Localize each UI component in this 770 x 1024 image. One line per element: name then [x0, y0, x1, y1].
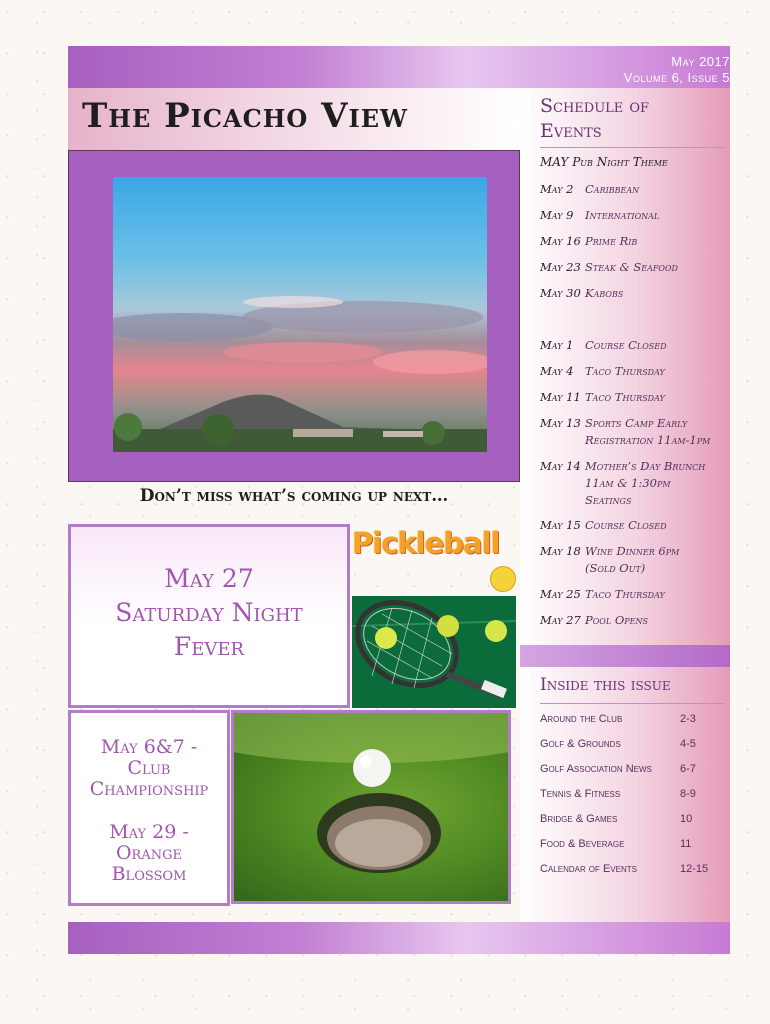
schedule-date: May 14	[540, 459, 581, 473]
schedule-row	[540, 613, 726, 627]
schedule-date: May 25	[540, 587, 581, 601]
schedule-event: Prime Rib	[585, 234, 638, 248]
schedule-row	[540, 390, 726, 404]
schedule-date: May 23	[540, 260, 581, 274]
feature-event-title-line2: Fever	[173, 632, 245, 661]
feature-event-date: May 27	[164, 564, 254, 593]
schedule-row	[540, 364, 726, 378]
schedule-date: May 4	[540, 364, 574, 378]
schedule-row	[540, 208, 726, 222]
toc-page: 2-3	[680, 713, 696, 725]
schedule-date: May 18	[540, 544, 581, 558]
schedule-row	[540, 544, 726, 558]
pub-night-theme-heading: MAY Pub Night Theme	[540, 155, 668, 169]
schedule-event-detail: 11am & 1:30pm	[585, 476, 671, 490]
schedule-event: Taco Thursday	[585, 587, 665, 601]
schedule-date: May 30	[540, 286, 581, 300]
toc-label: Food & Beverage	[540, 838, 625, 850]
mountain-sunset-photo	[113, 177, 487, 452]
championship-date: May 6&7 -	[100, 736, 198, 758]
schedule-date: May 15	[540, 518, 581, 532]
orange-blossom-date: May 29 -	[109, 821, 189, 843]
schedule-divider	[540, 147, 724, 148]
toc-page: 6-7	[680, 763, 696, 775]
schedule-row	[540, 338, 726, 352]
schedule-event: Course Closed	[585, 518, 667, 532]
schedule-title-line2: Events	[540, 120, 602, 142]
schedule-date: May 27	[540, 613, 581, 627]
schedule-event: Pool Opens	[585, 613, 648, 627]
issue-date: May 2017	[671, 54, 730, 69]
toc-page: 12-15	[680, 863, 709, 875]
schedule-title-line1: Schedule of	[540, 95, 650, 117]
schedule-event: Taco Thursday	[585, 390, 665, 404]
page-title: The Picacho View	[82, 96, 408, 136]
schedule-row	[540, 459, 726, 473]
schedule-row	[540, 587, 726, 601]
championship-line2: Club	[127, 757, 171, 779]
schedule-event: Sports Camp Early	[585, 416, 688, 430]
inside-title: Inside this issue	[540, 675, 671, 695]
footer-band	[68, 922, 730, 954]
schedule-event-detail: Registration 11am-1pm	[585, 433, 711, 447]
schedule-event: Taco Thursday	[585, 364, 665, 378]
schedule-event: Kabobs	[585, 286, 624, 300]
orange-blossom-line3: Blossom	[111, 863, 187, 885]
schedule-date: May 9	[540, 208, 574, 222]
schedule-date: May 1	[540, 338, 574, 352]
schedule-event: International	[585, 208, 660, 222]
schedule-event-detail: (Sold Out)	[585, 561, 646, 575]
schedule-event: Course Closed	[585, 338, 667, 352]
schedule-row	[540, 286, 726, 300]
schedule-date: May 13	[540, 416, 581, 430]
hero-caption: Don’t miss what’s coming up next…	[139, 486, 449, 506]
championship-line3: Championship	[89, 778, 209, 800]
schedule-event: Mother’s Day Brunch	[585, 459, 706, 473]
schedule-event: Steak & Seafood	[585, 260, 678, 274]
schedule-title	[540, 94, 720, 144]
pickleball-title: Pickleball	[352, 526, 500, 560]
schedule-date: May 16	[540, 234, 581, 248]
toc-page: 4-5	[680, 738, 696, 750]
feature-event-title-line1: Saturday Night	[115, 598, 303, 627]
toc-label: Golf Association News	[540, 763, 652, 775]
orange-blossom-line2: Orange	[115, 842, 182, 864]
schedule-date: May 2	[540, 182, 574, 196]
toc-page: 11	[680, 838, 692, 850]
schedule-event: Caribbean	[585, 182, 640, 196]
schedule-event-detail: Seatings	[585, 493, 632, 507]
toc-page: 10	[680, 813, 693, 825]
toc-label: Tennis & Fitness	[540, 788, 621, 800]
toc-label: Calendar of Events	[540, 863, 637, 875]
inside-band	[520, 645, 730, 667]
schedule-row	[540, 416, 726, 430]
inside-divider	[540, 703, 724, 704]
pickleball-ball-icon	[490, 566, 516, 592]
schedule-row	[540, 260, 726, 274]
schedule-row	[540, 182, 726, 196]
toc-item	[540, 863, 710, 875]
toc-item	[540, 838, 710, 850]
toc-item	[540, 813, 710, 825]
toc-label: Bridge & Games	[540, 813, 618, 825]
toc-page: 8-9	[680, 788, 696, 800]
schedule-row	[540, 518, 726, 532]
tennis-racket-photo	[352, 596, 516, 708]
schedule-event: Wine Dinner 6pm	[585, 544, 680, 558]
golf-hole-photo	[231, 710, 511, 904]
toc-item	[540, 788, 710, 800]
schedule-row	[540, 234, 726, 248]
toc-item	[540, 763, 710, 775]
toc-label: Golf & Grounds	[540, 738, 621, 750]
schedule-date: May 11	[540, 390, 581, 404]
toc-item	[540, 713, 710, 725]
toc-label: Around the Club	[540, 713, 623, 725]
toc-item	[540, 738, 710, 750]
issue-volume: Volume 6, Issue 5	[623, 70, 730, 85]
